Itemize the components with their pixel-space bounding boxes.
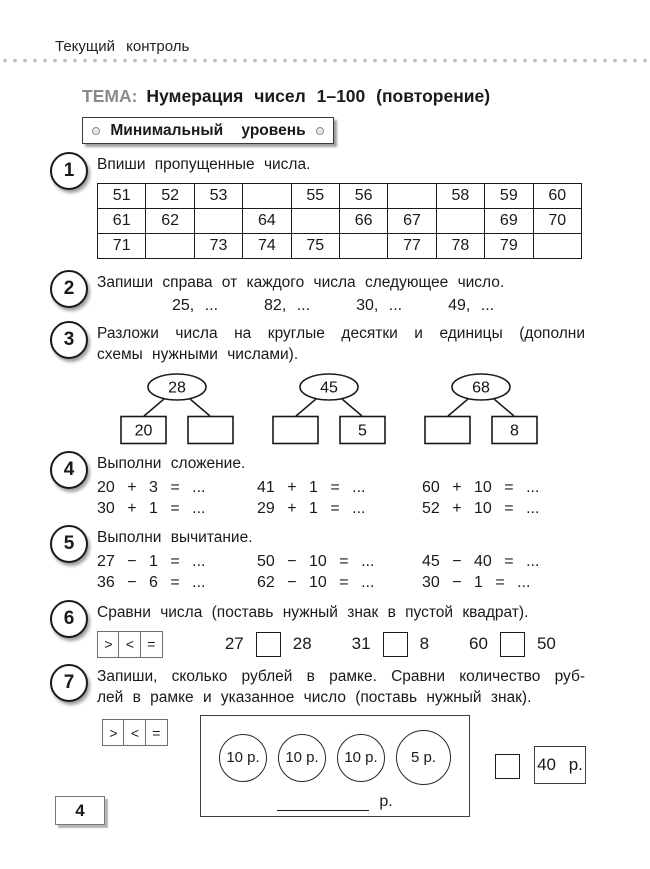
coin-10-rub: 10 р. bbox=[219, 734, 267, 782]
equation: 30 − 1 = ... bbox=[422, 574, 531, 591]
equation: 45 − 40 = ... bbox=[422, 553, 540, 570]
exercise-3-instruction-line1: Разложи числа на круглые десятки и единицы (дополни bbox=[97, 325, 585, 342]
table-cell: 74 bbox=[243, 234, 291, 259]
table-cell: 79 bbox=[485, 234, 533, 259]
running-head: Текущий контроль bbox=[55, 38, 190, 55]
exercise-7 bbox=[50, 664, 585, 823]
equation: 20 + 3 = ... bbox=[97, 479, 206, 496]
level-badge bbox=[82, 117, 334, 144]
comparison-pair bbox=[352, 632, 429, 657]
decompose-scheme-68 bbox=[423, 373, 539, 445]
sequence-item: 25, ... bbox=[172, 297, 219, 314]
exercise-2 bbox=[50, 270, 585, 315]
table-cell-blank[interactable] bbox=[436, 209, 484, 234]
table-cell: 71 bbox=[98, 234, 146, 259]
comparison-pair bbox=[469, 632, 556, 657]
equation: 52 + 10 = ... bbox=[422, 500, 540, 517]
tens-box-blank[interactable] bbox=[425, 417, 470, 444]
tens-box-blank[interactable] bbox=[273, 417, 318, 444]
exercise-5-instruction: Выполни вычитание. bbox=[97, 529, 253, 546]
equation: 30 + 1 = ... bbox=[97, 500, 206, 517]
dotted-rule bbox=[0, 58, 650, 63]
sum-blank-line[interactable] bbox=[277, 796, 369, 811]
exercise-1 bbox=[50, 152, 585, 259]
exercise-1-number: 1 bbox=[50, 152, 88, 190]
equation: 29 + 1 = ... bbox=[257, 500, 366, 517]
decompose-scheme-45 bbox=[271, 373, 387, 445]
equal-sign: = bbox=[145, 719, 168, 746]
ones-value: 8 bbox=[510, 422, 519, 440]
comparison-row bbox=[97, 630, 585, 658]
left-number: 60 bbox=[469, 634, 488, 653]
table-cell-blank[interactable] bbox=[533, 234, 581, 259]
badge-dot-icon bbox=[316, 127, 324, 135]
exercise-6-number: 6 bbox=[50, 600, 88, 638]
money-frame bbox=[200, 715, 470, 817]
coin-10-rub: 10 р. bbox=[278, 734, 326, 782]
table-cell: 77 bbox=[388, 234, 436, 259]
subtraction-equations bbox=[97, 551, 585, 593]
less-sign: < bbox=[118, 631, 141, 658]
table-cell-blank[interactable] bbox=[243, 184, 291, 209]
level-badge-label: Минимальный уровень bbox=[110, 121, 306, 139]
equation: 41 + 1 = ... bbox=[257, 479, 366, 496]
exercise-7-number: 7 bbox=[50, 664, 88, 702]
right-number: 28 bbox=[292, 634, 312, 653]
coin-5-rub: 5 р. bbox=[396, 730, 451, 785]
sequence-item: 30, ... bbox=[356, 297, 403, 314]
right-number: 8 bbox=[419, 634, 430, 653]
equal-sign: = bbox=[140, 631, 163, 658]
table-cell: 55 bbox=[291, 184, 339, 209]
exercise-7-instruction-line2: лей в рамке и указанное число (поставь нужный знак). bbox=[97, 689, 532, 706]
left-number: 27 bbox=[224, 634, 244, 653]
sign-legend bbox=[97, 631, 163, 658]
sign-legend bbox=[102, 719, 168, 746]
table-cell-blank[interactable] bbox=[339, 234, 387, 259]
left-number: 31 bbox=[351, 634, 371, 653]
equation: 27 − 1 = ... bbox=[97, 553, 206, 570]
total-value: 28 bbox=[168, 379, 186, 397]
theme-label: ТЕМА: bbox=[82, 86, 138, 106]
table-cell-blank[interactable] bbox=[291, 209, 339, 234]
table-cell-blank[interactable] bbox=[146, 234, 194, 259]
tens-value: 20 bbox=[134, 422, 153, 440]
page-number: 4 bbox=[55, 796, 105, 825]
page-title bbox=[82, 86, 650, 107]
compare-value-box: 40 р. bbox=[534, 746, 586, 784]
exercise-4 bbox=[50, 451, 585, 519]
table-cell: 66 bbox=[339, 209, 387, 234]
exercise-5-number: 5 bbox=[50, 525, 88, 563]
right-number: 50 bbox=[536, 634, 556, 653]
coin-10-rub: 10 р. bbox=[337, 734, 385, 782]
table-cell: 69 bbox=[485, 209, 533, 234]
sum-row bbox=[201, 793, 469, 811]
table-cell: 56 bbox=[339, 184, 387, 209]
comparison-answer-box[interactable] bbox=[256, 632, 281, 657]
theme-title: Нумерация чисел 1–100 (повторение) bbox=[146, 86, 491, 106]
exercise-4-number: 4 bbox=[50, 451, 88, 489]
page-content bbox=[0, 74, 650, 823]
table-cell: 62 bbox=[146, 209, 194, 234]
less-sign: < bbox=[123, 719, 146, 746]
comparison-answer-box[interactable] bbox=[495, 754, 520, 779]
equation: 36 − 6 = ... bbox=[97, 574, 206, 591]
decompose-schemes bbox=[97, 373, 585, 445]
total-value: 68 bbox=[472, 379, 490, 397]
exercise-3-number: 3 bbox=[50, 321, 88, 359]
table-row bbox=[98, 209, 582, 234]
coins-row bbox=[201, 730, 469, 785]
exercise-5 bbox=[50, 525, 585, 593]
money-task-area bbox=[97, 715, 585, 823]
exercise-2-number: 2 bbox=[50, 270, 88, 308]
badge-dot-icon bbox=[92, 127, 100, 135]
table-cell: 70 bbox=[533, 209, 581, 234]
table-cell: 73 bbox=[194, 234, 242, 259]
comparison-pair bbox=[225, 632, 312, 657]
exercise-4-instruction: Выполни сложение. bbox=[97, 455, 246, 472]
table-cell-blank[interactable] bbox=[194, 209, 242, 234]
addition-equations bbox=[97, 477, 585, 519]
greater-sign: > bbox=[97, 631, 120, 658]
exercise-7-instruction-line1: Запиши, сколько рублей в рамке. Сравни количество руб- bbox=[97, 668, 585, 685]
equation: 50 − 10 = ... bbox=[257, 553, 375, 570]
table-cell: 52 bbox=[146, 184, 194, 209]
table-cell: 75 bbox=[291, 234, 339, 259]
ruble-suffix: р. bbox=[379, 793, 393, 810]
number-sequence-row bbox=[97, 297, 585, 315]
table-row bbox=[98, 234, 582, 259]
table-cell-blank[interactable] bbox=[388, 184, 436, 209]
decompose-scheme-28 bbox=[119, 373, 235, 445]
exercise-2-instruction: Запиши справа от каждого числа следующее число. bbox=[97, 274, 505, 291]
numbers-table bbox=[97, 183, 582, 259]
ones-value: 5 bbox=[358, 422, 367, 440]
table-cell: 53 bbox=[194, 184, 242, 209]
sequence-item: 49, ... bbox=[448, 297, 495, 314]
equation: 60 + 10 = ... bbox=[422, 479, 540, 496]
table-cell: 78 bbox=[436, 234, 484, 259]
table-cell: 51 bbox=[98, 184, 146, 209]
sequence-item: 82, ... bbox=[264, 297, 311, 314]
table-cell: 64 bbox=[243, 209, 291, 234]
table-row bbox=[98, 184, 582, 209]
comparison-pairs bbox=[225, 632, 556, 657]
table-cell: 61 bbox=[98, 209, 146, 234]
table-cell: 60 bbox=[533, 184, 581, 209]
exercise-3 bbox=[50, 321, 585, 445]
comparison-answer-box[interactable] bbox=[383, 632, 408, 657]
table-cell: 67 bbox=[388, 209, 436, 234]
exercise-3-instruction-line2: схемы нужными числами). bbox=[97, 346, 299, 363]
equation: 62 − 10 = ... bbox=[257, 574, 375, 591]
exercise-6-instruction: Сравни числа (поставь нужный знак в пустой квадрат). bbox=[97, 604, 529, 621]
table-cell: 58 bbox=[436, 184, 484, 209]
comparison-answer-box[interactable] bbox=[500, 632, 525, 657]
total-value: 45 bbox=[320, 379, 338, 397]
exercise-1-instruction: Впиши пропущенные числа. bbox=[97, 156, 311, 173]
table-cell: 59 bbox=[485, 184, 533, 209]
greater-sign: > bbox=[102, 719, 125, 746]
ones-box-blank[interactable] bbox=[188, 417, 233, 444]
exercise-6 bbox=[50, 600, 585, 658]
